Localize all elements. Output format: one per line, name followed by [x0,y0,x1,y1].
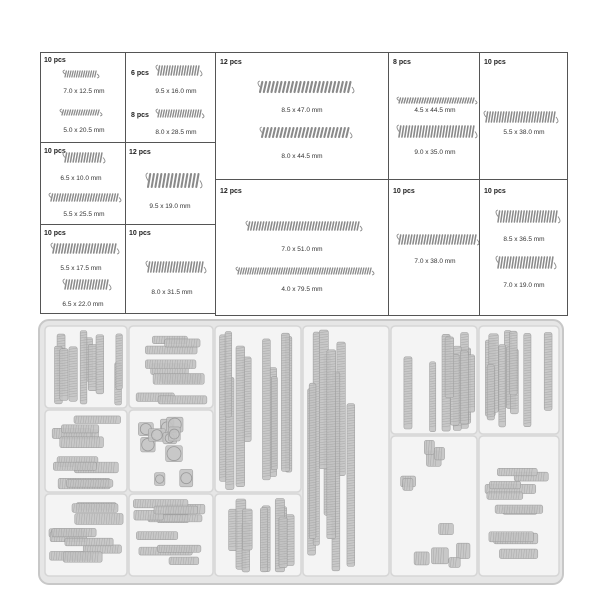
spring-icon [494,256,558,276]
spring-icon [47,191,123,209]
spring-size-chart [40,52,568,314]
cell-quantity: 6 pcs [131,70,149,77]
spring-icon [244,220,364,238]
spring-icon [258,127,354,145]
cell-quantity: 10 pcs [44,148,66,155]
cell-size-label: 7.0 x 38.0 mm [414,258,456,265]
spring-icon [61,152,107,170]
cell-size-label: 5.0 x 20.5 mm [63,127,105,134]
spring-drawing [395,97,479,106]
spring-icon [58,105,104,123]
cell-quantity: 8 pcs [131,112,149,119]
spring-piece [153,374,204,385]
cell-quantity: 8 pcs [393,59,411,66]
spring-icon [144,261,208,280]
spring-icon [61,279,113,297]
cell-size-label: 7.0 x 51.0 mm [281,246,323,253]
cell-size-label: 9.0 x 35.0 mm [414,149,456,156]
cell-quantity: 10 pcs [484,188,506,195]
spring-drawing [244,221,364,233]
spring-drawing [58,109,104,118]
spring-icon [482,111,560,130]
cell-size-label: 4.5 x 44.5 mm [414,107,456,114]
cell-size-label: 6.5 x 22.0 mm [62,301,104,308]
chart-cell-1 [40,52,126,143]
spring-icon [154,107,206,125]
spring-drawing [258,127,354,140]
cell-size-label: 8.5 x 36.5 mm [503,236,545,243]
spring-icon [494,210,562,230]
spring-icon [234,264,376,282]
spring-drawing [61,70,101,80]
chart-cell-9 [388,179,480,316]
cell-quantity: 12 pcs [220,188,242,195]
spring-drawing [482,111,560,125]
spring-icon [49,243,121,261]
cell-size-label: 9.5 x 16.0 mm [155,88,197,95]
cell-quantity: 10 pcs [393,188,415,195]
cell-size-label: 7.0 x 19.0 mm [503,282,545,289]
spring-piece [279,517,287,568]
cell-size-label: 6.5 x 10.0 mm [60,175,102,182]
chart-cell-6 [40,142,126,225]
chart-cell-11 [40,224,126,314]
spring-drawing [61,279,113,292]
chart-cell-8 [215,179,389,316]
cell-quantity: 12 pcs [220,59,242,66]
cell-size-label: 7.0 x 12.5 mm [63,88,105,95]
spring-icon [144,173,204,195]
spring-piece [166,446,183,462]
spring-piece [136,532,177,540]
cell-quantity: 10 pcs [44,57,66,64]
spring-drawing [154,109,206,120]
chart-cell-3 [215,52,389,180]
spring-drawing [395,125,479,140]
spring-icon [395,234,481,252]
spring-drawing [47,193,123,204]
cell-size-label: 5.5 x 17.5 mm [60,265,102,272]
cell-size-label: 4.0 x 79.5 mm [281,286,323,293]
chart-cell-7 [125,142,216,225]
spring-drawing [144,173,204,190]
cell-size-label: 5.5 x 25.5 mm [63,211,105,218]
spring-icon [61,67,101,85]
spring-drawing [61,152,107,165]
spring-icon [256,81,356,100]
chart-cell-4 [388,52,480,180]
spring-drawing [154,65,204,78]
chart-cell-5 [479,52,568,180]
spring-piece [487,492,523,499]
spring-drawing [234,267,376,277]
chart-cell-10 [479,179,568,316]
spring-icon [154,65,204,83]
cell-quantity: 10 pcs [129,230,151,237]
spring-drawing [256,81,356,95]
cell-size-label: 9.5 x 19.0 mm [149,203,191,210]
cell-size-label: 8.5 x 47.0 mm [281,107,323,114]
spring-drawing [494,210,562,225]
cell-size-label: 8.0 x 31.5 mm [151,289,193,296]
cell-size-label: 5.5 x 38.0 mm [503,129,545,136]
spring-piece [404,357,412,429]
spring-drawing [144,261,208,275]
cell-quantity: 10 pcs [44,230,66,237]
spring-icon [395,125,479,145]
chart-cell-12 [125,224,216,314]
spring-drawing [395,234,481,247]
spring-assortment-case-photo [37,318,565,586]
cell-quantity: 12 pcs [129,149,151,156]
cell-quantity: 10 pcs [484,59,506,66]
spring-piece [180,469,193,486]
spring-drawing [49,243,121,256]
chart-cell-2 [125,52,216,143]
spring-piece [225,332,232,417]
cell-size-label: 8.0 x 28.5 mm [155,129,197,136]
spring-drawing [494,256,558,271]
cell-size-label: 8.0 x 44.5 mm [281,153,323,160]
